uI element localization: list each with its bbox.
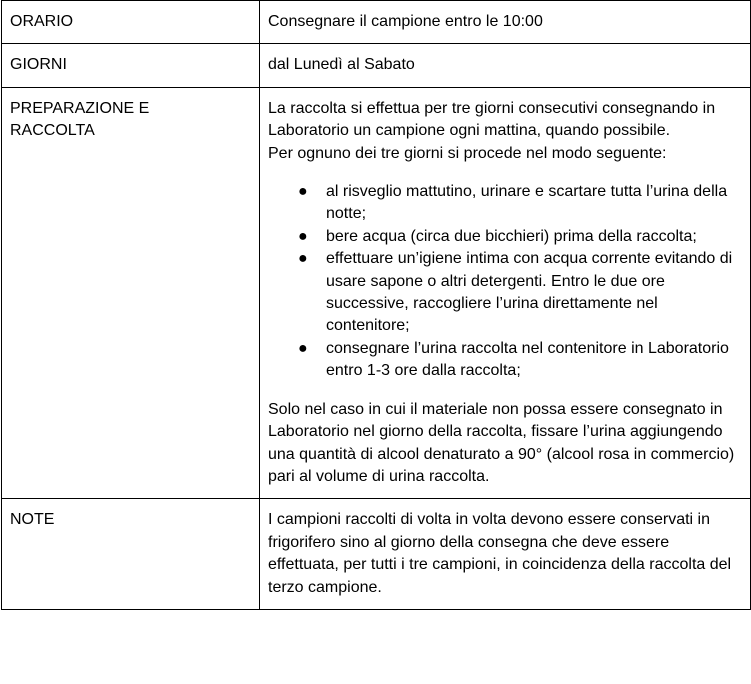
table-row-preparazione: [2, 87, 751, 499]
list-item: [268, 181, 742, 226]
preparazione-label: [2, 87, 260, 499]
intro-line-2: Per ognuno dei tre giorni si procede nel modo seguente:: [268, 144, 667, 162]
intro-line-1: La raccolta si effettua per tre giorni consecutivi consegnando in Laboratorio un campione ogni mattina, quando possibile.: [268, 99, 716, 140]
step-text: consegnare l’urina raccolta nel contenitore in Laboratorio entro 1-3 ore dalla raccolta;: [326, 339, 729, 380]
list-item: [268, 248, 742, 338]
instructions-table: [1, 0, 751, 610]
note-value: I campioni raccolti di volta in volta devono essere conservati in frigorifero sino al giorno della consegna che deve essere effettuata, per tutti i tre campioni, in coincidenza della raccolta del terzo campione.: [260, 499, 751, 610]
table-row-note: [2, 499, 751, 610]
bullet-icon: ●: [298, 339, 308, 357]
steps-list: [268, 181, 742, 383]
orario-label: ORARIO: [2, 1, 260, 44]
step-text: bere acqua (circa due bicchieri) prima della raccolta;: [326, 227, 697, 245]
note-label: NOTE: [2, 499, 260, 610]
step-text: al risveglio mattutino, urinare e scartare tutta l’urina della notte;: [326, 183, 728, 223]
table-row-orario: [2, 1, 751, 44]
giorni-value: dal Lunedì al Sabato: [260, 44, 751, 87]
preparazione-content: [260, 87, 751, 499]
list-item: [268, 226, 742, 248]
list-item: [268, 338, 742, 383]
preparazione-label-text: PREPARAZIONE E RACCOLTA: [10, 99, 150, 140]
orario-value: Consegnare il campione entro le 10:00: [260, 1, 751, 44]
closing-paragraph: Solo nel caso in cui il materiale non possa essere consegnato in Laboratorio nel giorno della raccolta, fissare l’urina aggiungendo una quantità di alcool denaturato a 90° (alcool rosa in commercio) pari al volume di urina raccolta.: [268, 400, 735, 485]
bullet-icon: ●: [298, 183, 308, 201]
bullet-icon: ●: [298, 250, 308, 268]
table-row-giorni: [2, 44, 751, 87]
giorni-label: GIORNI: [2, 44, 260, 87]
step-text: effettuare un’igiene intima con acqua corrente evitando di usare sapone o altri detergenti. Entro le due ore successive, raccogliere l’urina direttamente nel contenitore;: [326, 250, 733, 335]
bullet-icon: ●: [298, 227, 308, 245]
